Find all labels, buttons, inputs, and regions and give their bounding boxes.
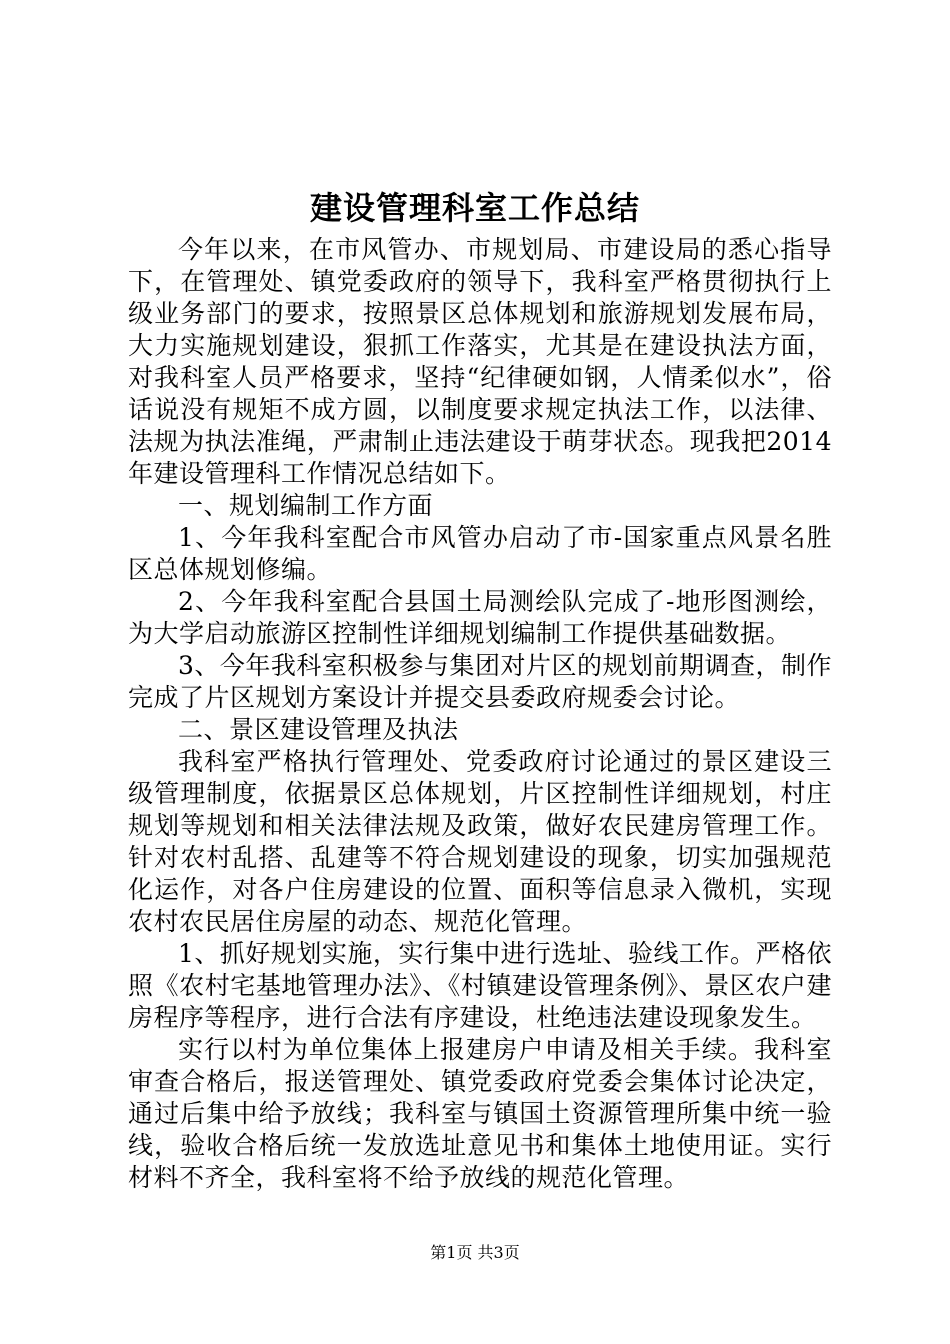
paragraph-planning-item-2: 2、今年我科室配合县国土局测绘队完成了-地形图测绘，为大学启动旅游区控制性详细规划编制工作提供基础数据。 bbox=[128, 587, 832, 648]
paragraph-planning-item-3: 3、今年我科室积极参与集团对片区的规划前期调查，制作完成了片区规划方案设计并提交县委政府规委会讨论。 bbox=[128, 651, 832, 712]
section-heading-construction: 二、景区建设管理及执法 bbox=[178, 715, 459, 744]
paragraph-construction-intro: 我科室严格执行管理处、党委政府讨论通过的景区建设三级管理制度，依据景区总体规划，片区控制性详细规划，村庄规划等规划和相关法律法规及政策，做好农民建房管理工作。针对农村乱搭、乱建等不符合规划建设的现象，切实加强规范化运作，对各户住房建设的位置、面积等信息录入微机，实现农村农民居住房屋的动态、规范化管理。 bbox=[128, 747, 832, 936]
paragraph-construction-procedure: 实行以村为单位集体上报建房户申请及相关手续。我科室审查合格后，报送管理处、镇党委政府党委会集体讨论决定，通过后集中给予放线；我科室与镇国土资源管理所集中统一验线，验收合格后统一发放选址意见书和集体土地使用证。实行材料不齐全，我科室将不给予放线的规范化管理。 bbox=[128, 1035, 832, 1192]
document-body bbox=[128, 234, 832, 1194]
paragraph-planning-item-1: 1、今年我科室配合市风管办启动了市-国家重点风景名胜区总体规划修编。 bbox=[128, 523, 832, 584]
paragraph-intro: 今年以来，在市风管办、市规划局、市建设局的悉心指导下，在管理处、镇党委政府的领导下，我科室严格贯彻执行上级业务部门的要求，按照景区总体规划和旅游规划发展布局，大力实施规划建设，狠抓工作落实，尤其是在建设执法方面，对我科室人员严格要求，坚持“纪律硬如钢，人情柔似水”，俗话说没有规矩不成方圆，以制度要求规定执法工作，以法律、法规为执法准绳，严肃制止违法建设于萌芽状态。现我把2014年建设管理科工作情况总结如下。 bbox=[128, 235, 832, 488]
page-number-footer: 第1页 共3页 bbox=[430, 1243, 520, 1262]
section-heading-planning: 一、规划编制工作方面 bbox=[178, 491, 434, 520]
paragraph-construction-item-1: 1、抓好规划实施，实行集中进行选址、验线工作。严格依照《农村宅基地管理办法》、《村镇建设管理条例》、景区农户建房程序等程序，进行合法有序建设，杜绝违法建设现象发生。 bbox=[128, 939, 832, 1032]
document-title: 建设管理科室工作总结 bbox=[309, 189, 640, 227]
